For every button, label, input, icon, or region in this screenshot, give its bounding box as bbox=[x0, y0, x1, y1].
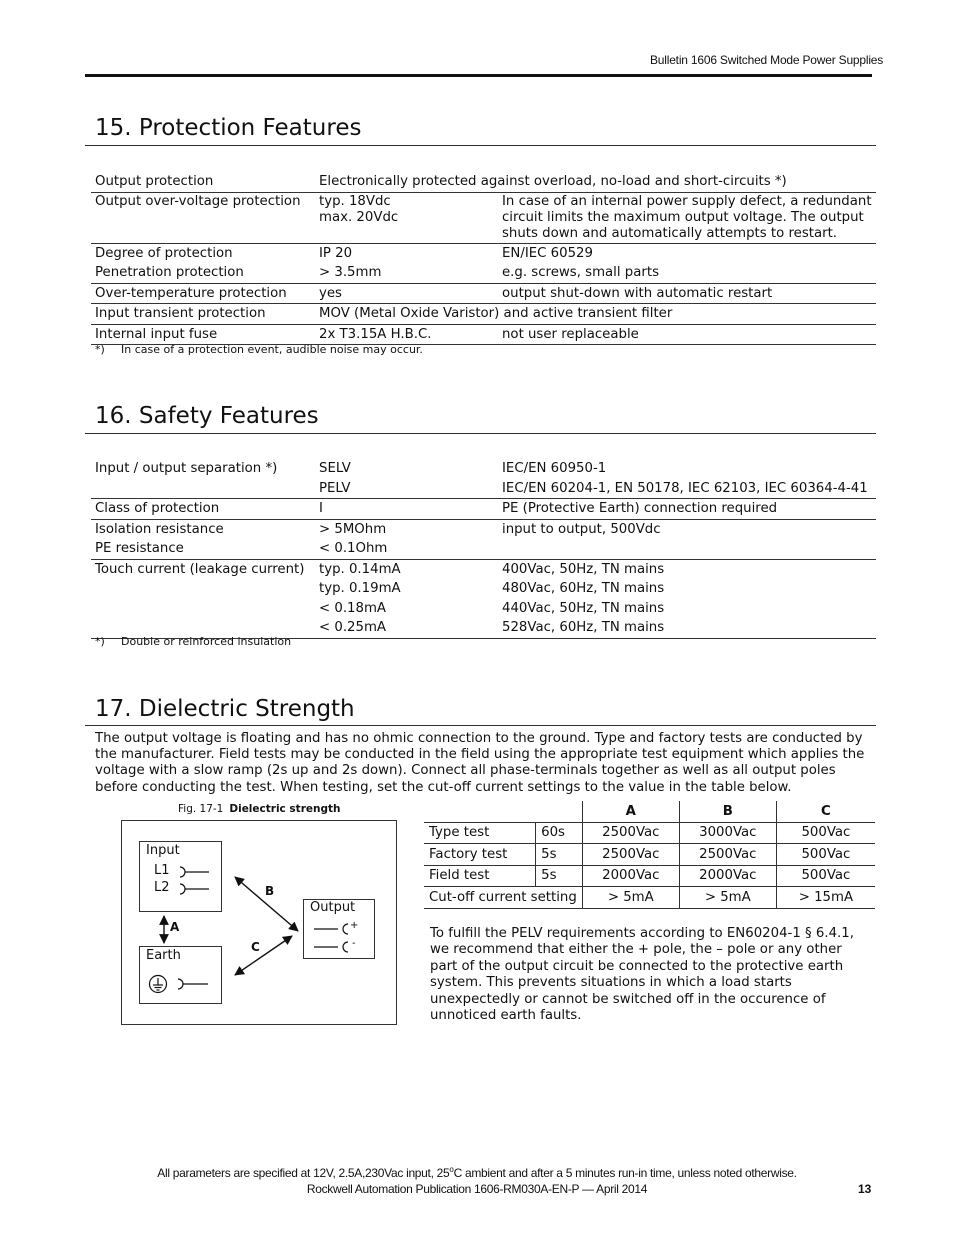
table-row: Type test 60s 2500Vac 3000Vac 500Vac bbox=[424, 822, 875, 844]
dielectric-strength-diagram bbox=[121, 820, 397, 1025]
section-16-title: 16. Safety Features bbox=[95, 403, 319, 429]
table-row: Output over-voltage protection typ. 18Vdc In case of an internal power supply defect, a redundant bbox=[95, 193, 872, 209]
table-row: Field test 5s 2000Vac 2000Vac 500Vac bbox=[424, 865, 875, 887]
earth-block: Earth bbox=[139, 946, 222, 1004]
section-17-title: 17. Dielectric Strength bbox=[95, 696, 355, 722]
table-row: Input / output separation *) SELV IEC/EN 60950-1 bbox=[95, 461, 607, 476]
table-row: < 0.25mA 528Vac, 60Hz, TN mains bbox=[91, 618, 876, 638]
table-row: shuts down and automatically attempts to restart. bbox=[91, 226, 876, 244]
footer-parameters: All parameters are specified at 12V, 2.5A,230Vac input, 25$^o$C ambient and after a 5 minutes run-in time, unless noted otherwise. bbox=[157, 1165, 797, 1180]
table-row: PELV IEC/EN 60204-1, EN 50178, IEC 62103, IEC 60364-4-41 bbox=[91, 479, 876, 499]
table-row: Penetration protection > 3.5mm e.g. screws, small parts bbox=[91, 263, 876, 283]
section-16-rule bbox=[85, 433, 876, 434]
table-row: < 0.18mA 440Vac, 50Hz, TN mains bbox=[319, 600, 665, 616]
input-block: Input L1 L2 bbox=[139, 841, 222, 912]
section-17-rule bbox=[85, 725, 876, 726]
table-row: Cut-off current setting > 5mA > 5mA > 15mA bbox=[424, 887, 875, 909]
protective-earth-icon bbox=[148, 972, 214, 998]
table-row: Isolation resistance > 5MOhm input to output, 500Vdc bbox=[95, 521, 661, 537]
label-c: C bbox=[251, 940, 260, 954]
safety-features-table bbox=[91, 459, 876, 639]
table-row: Degree of protection IP 20 EN/IEC 60529 bbox=[95, 245, 593, 261]
table-row: Output protection Electronically protected against overload, no-load and short-circuits *) bbox=[91, 172, 876, 192]
dielectric-strength-table bbox=[424, 801, 875, 909]
table-row: Internal input fuse 2x T3.15A H.B.C. not user replaceable bbox=[91, 324, 876, 345]
table-row: Over-temperature protection yes output shut-down with automatic restart bbox=[91, 283, 876, 304]
table-header-row: A B C bbox=[424, 801, 875, 822]
arrow-c bbox=[235, 936, 292, 975]
section-15-rule bbox=[85, 145, 876, 146]
table-row: PE resistance < 0.1Ohm bbox=[91, 539, 876, 559]
table-row: max. 20Vdc circuit limits the maximum output voltage. The output bbox=[319, 209, 864, 225]
input-terminals-icon bbox=[177, 864, 217, 898]
header-bulletin: Bulletin 1606 Switched Mode Power Supplies bbox=[650, 53, 884, 67]
table-row: Class of protection I PE (Protective Earth) connection required bbox=[91, 499, 876, 520]
footer-publication: Rockwell Automation Publication 1606-RM030A-EN-P — April 2014 bbox=[306, 1182, 648, 1196]
section-17-intro: The output voltage is floating and has no ohmic connection to the ground. Type and factory tests are conducted by the manufacturer. Field tests may be conducted in the field using the appropriate test equipment which applies the voltage with a slow ramp (2s up and 2s down). Connect all phase-terminals together as well as all output poles before conducting the test. When testing, set the cut-off current settings to the value in the table below. bbox=[95, 731, 865, 795]
page-number: 13 bbox=[858, 1182, 872, 1196]
table-row: typ. 0.19mA 480Vac, 60Hz, TN mains bbox=[319, 581, 665, 596]
protection-features-table bbox=[91, 172, 876, 345]
output-block: Output + - bbox=[303, 899, 375, 959]
figure-caption: Fig. 17-1 Dielectric strength bbox=[178, 803, 341, 815]
table-row: Factory test 5s 2500Vac 2500Vac 500Vac bbox=[424, 844, 875, 866]
pelv-note: To fulfill the PELV requirements according to EN60204-1 § 6.4.1, we recommend that either the + pole, the – pole or any other part of the output circuit be connected to the protective earth system. This prevents situations in which a load starts unexpectedly or cannot be switched off in the occurence of unnoticed earth faults. bbox=[430, 926, 854, 1024]
section-15-footnote: *) In case of a protection event, audible noise may occur. bbox=[95, 343, 423, 356]
header-rule bbox=[85, 74, 872, 77]
label-b: B bbox=[265, 884, 275, 898]
label-a: A bbox=[170, 920, 180, 934]
section-15-title: 15. Protection Features bbox=[95, 115, 362, 141]
table-row: Touch current (leakage current) typ. 0.14mA 400Vac, 50Hz, TN mains bbox=[95, 561, 665, 577]
output-terminals-icon bbox=[312, 920, 352, 956]
table-row: Input transient protection MOV (Metal Oxide Varistor) and active transient filter bbox=[91, 304, 876, 325]
section-16-footnote: *) Double or reinforced insulation bbox=[95, 635, 292, 648]
